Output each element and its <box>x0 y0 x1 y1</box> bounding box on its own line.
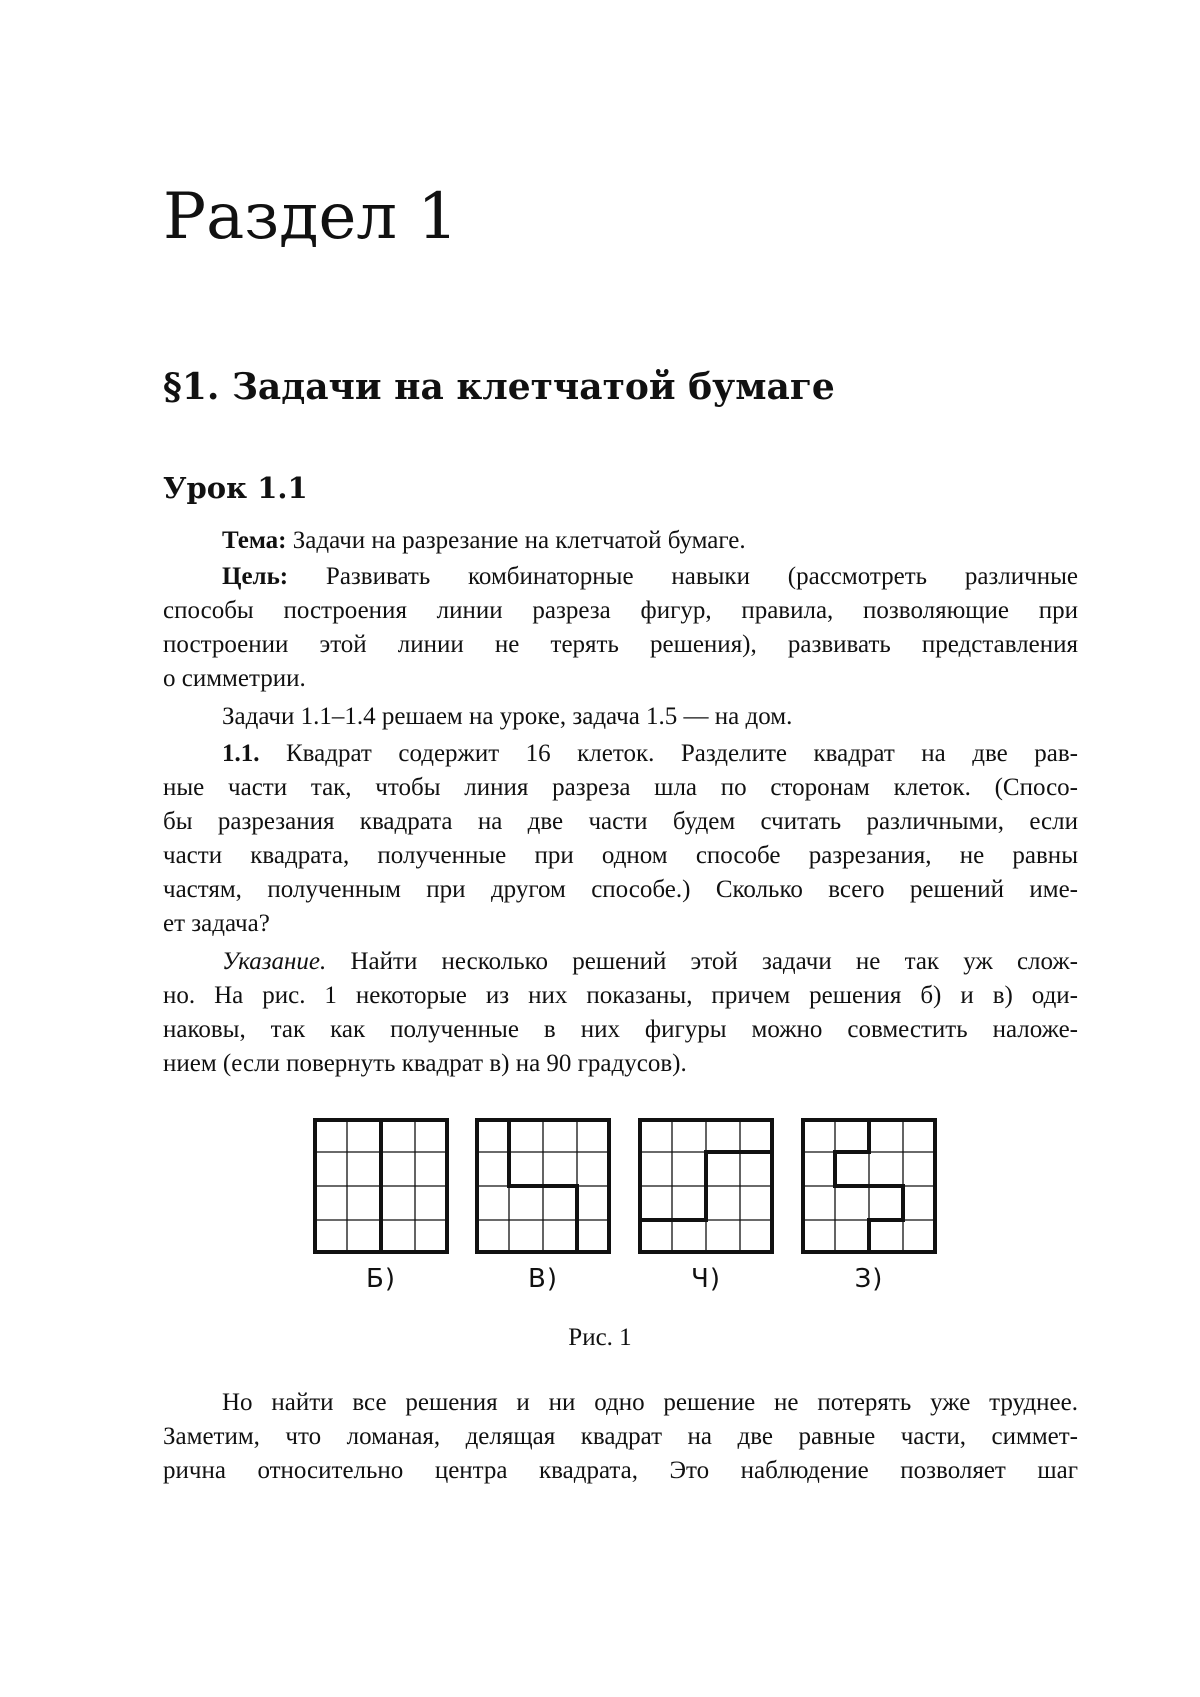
continuation-line: Заметим, что ломаная, делящая квадрат на две равные части, симмет- <box>163 1420 1078 1454</box>
goal-line: построении этой линии не терять решения), развивать представления <box>163 628 1078 662</box>
goal-line: о симметрии. <box>163 662 1078 696</box>
figure-caption: Рис. 1 <box>0 1321 1200 1355</box>
continuation-line: рична относительно центра квадрата, Это наблюдение позволяет шаг <box>163 1454 1078 1488</box>
goal-line: способы построения линии разреза фигур, правила, позволяющие при <box>163 594 1078 628</box>
section-title: §1. Задачи на клетчатой бумаге <box>163 369 835 405</box>
grid-diagram-a <box>313 1118 449 1254</box>
figure-label-d: З) <box>801 1262 937 1296</box>
problem-line: ет задача? <box>163 907 1078 941</box>
hint-text: Найти несколько решений этой задачи не так уж слож- <box>326 948 1078 975</box>
grid-diagram-d <box>801 1118 937 1254</box>
problem-text: Квадрат содержит 16 клеток. Разделите квадрат на две рав- <box>260 740 1079 767</box>
hint-line: но. На рис. 1 некоторые из них показаны, причем решения б) и в) оди- <box>163 979 1078 1013</box>
figure-label-b: В) <box>475 1262 611 1296</box>
hint-line: нием (если повернуть квадрат в) на 90 градусов). <box>163 1047 1078 1081</box>
tasks-note: Задачи 1.1–1.4 решаем на уроке, задача 1.5 — на дом. <box>163 700 1078 734</box>
topic-label: Тема: <box>222 527 287 554</box>
grid-diagram-b <box>475 1118 611 1254</box>
problem-line: части квадрата, полученные при одном способе разрезания, не равны <box>163 839 1078 873</box>
lesson-title: Урок 1.1 <box>163 474 308 503</box>
document-page <box>0 0 1200 1697</box>
chapter-title: Раздел 1 <box>163 185 458 249</box>
hint-label: Указание. <box>222 948 326 975</box>
figure-label-a: Б) <box>313 1262 449 1296</box>
hint-line: наковы, так как полученные в них фигуры можно совместить наложе- <box>163 1013 1078 1047</box>
continuation-paragraph <box>163 1386 1078 1488</box>
goal-text: Развивать комбинаторные навыки (рассмотреть различные <box>288 563 1078 590</box>
goal-label: Цель: <box>222 563 288 590</box>
problem-line: частям, полученным при другом способе.) Сколько всего решений име- <box>163 873 1078 907</box>
grid-diagram-c <box>638 1118 774 1254</box>
topic-text: Задачи на разрезание на клетчатой бумаге. <box>287 527 746 554</box>
problem-line: ные части так, чтобы линия разреза шла по сторонам клеток. (Спосо- <box>163 771 1078 805</box>
continuation-line: Но найти все решения и ни одно решение не потерять уже труднее. <box>163 1386 1078 1420</box>
figure-label-c: Ч) <box>638 1262 774 1296</box>
problem-line: бы разрезания квадрата на две части будем считать различными, если <box>163 805 1078 839</box>
problem-number: 1.1. <box>222 740 260 767</box>
